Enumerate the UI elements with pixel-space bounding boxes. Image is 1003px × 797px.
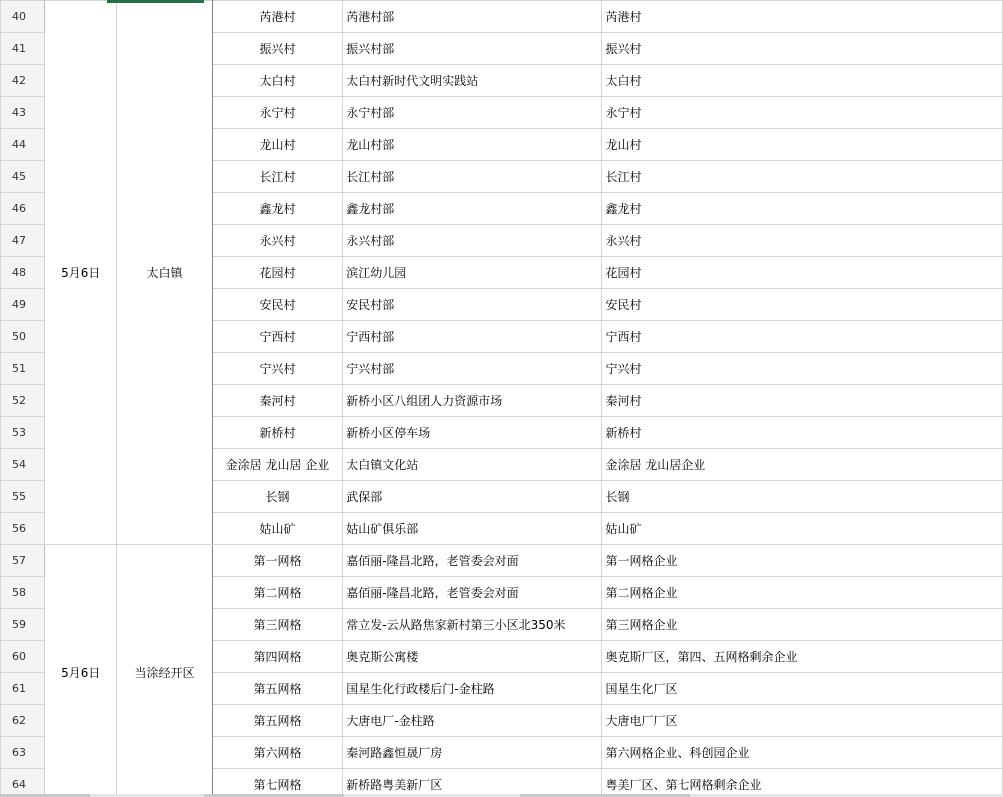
row-number-header[interactable]: 54	[1, 449, 45, 481]
village-cell[interactable]: 第一网格	[212, 545, 343, 577]
location-cell[interactable]: 太白村新时代文明实践站	[343, 65, 602, 97]
town-cell[interactable]: 太白镇	[117, 1, 212, 545]
row-number-header[interactable]: 63	[1, 737, 45, 769]
location-cell[interactable]: 安民村部	[343, 289, 602, 321]
row-number-header[interactable]: 51	[1, 353, 45, 385]
location-cell[interactable]: 嘉佰丽-隆昌北路，老管委会对面	[343, 577, 602, 609]
village-cell[interactable]: 第七网格	[212, 769, 343, 797]
row-number-header[interactable]: 40	[1, 1, 45, 33]
service-area-cell[interactable]: 新桥村	[602, 417, 1003, 449]
village-cell[interactable]: 第四网格	[212, 641, 343, 673]
service-area-cell[interactable]: 金涂居 龙山居企业	[602, 449, 1003, 481]
location-cell[interactable]: 新桥小区停车场	[343, 417, 602, 449]
location-cell[interactable]: 新桥小区八组团人力资源市场	[343, 385, 602, 417]
service-area-cell[interactable]: 第三网格企业	[602, 609, 1003, 641]
table-row	[1, 545, 1003, 577]
service-area-cell[interactable]: 粤美厂区、第七网格剩余企业	[602, 769, 1003, 797]
village-cell[interactable]: 鑫龙村	[212, 193, 343, 225]
row-number-header[interactable]: 55	[1, 481, 45, 513]
row-number-header[interactable]: 64	[1, 769, 45, 797]
location-cell[interactable]: 龙山村部	[343, 129, 602, 161]
date-cell[interactable]: 5月6日	[45, 545, 117, 797]
row-number-header[interactable]: 53	[1, 417, 45, 449]
location-cell[interactable]: 大唐电厂-金柱路	[343, 705, 602, 737]
service-area-cell[interactable]: 龙山村	[602, 129, 1003, 161]
location-cell[interactable]: 永兴村部	[343, 225, 602, 257]
service-area-cell[interactable]: 第六网格企业、科创园企业	[602, 737, 1003, 769]
service-area-cell[interactable]: 永兴村	[602, 225, 1003, 257]
row-number-header[interactable]: 43	[1, 97, 45, 129]
village-cell[interactable]: 长钢	[212, 481, 343, 513]
village-cell[interactable]: 第二网格	[212, 577, 343, 609]
service-area-cell[interactable]: 安民村	[602, 289, 1003, 321]
village-cell[interactable]: 振兴村	[212, 33, 343, 65]
row-number-header[interactable]: 48	[1, 257, 45, 289]
location-cell[interactable]: 宁西村部	[343, 321, 602, 353]
location-cell[interactable]: 宁兴村部	[343, 353, 602, 385]
row-number-header[interactable]: 61	[1, 673, 45, 705]
village-cell[interactable]: 金涂居 龙山居 企业	[212, 449, 343, 481]
service-area-cell[interactable]: 第一网格企业	[602, 545, 1003, 577]
service-area-cell[interactable]: 长江村	[602, 161, 1003, 193]
row-number-header[interactable]: 42	[1, 65, 45, 97]
row-number-header[interactable]: 57	[1, 545, 45, 577]
town-cell[interactable]: 当涂经开区	[117, 545, 212, 797]
village-cell[interactable]: 安民村	[212, 289, 343, 321]
location-cell[interactable]: 振兴村部	[343, 33, 602, 65]
village-cell[interactable]: 永兴村	[212, 225, 343, 257]
village-cell[interactable]: 第五网格	[212, 673, 343, 705]
location-cell[interactable]: 滨江幼儿园	[343, 257, 602, 289]
location-cell[interactable]: 新桥路粤美新厂区	[343, 769, 602, 797]
service-area-cell[interactable]: 秦河村	[602, 385, 1003, 417]
service-area-cell[interactable]: 长钢	[602, 481, 1003, 513]
location-cell[interactable]: 长江村部	[343, 161, 602, 193]
village-cell[interactable]: 姑山矿	[212, 513, 343, 545]
location-cell[interactable]: 芮港村部	[343, 1, 602, 33]
location-cell[interactable]: 永宁村部	[343, 97, 602, 129]
service-area-cell[interactable]: 第二网格企业	[602, 577, 1003, 609]
row-number-header[interactable]: 44	[1, 129, 45, 161]
service-area-cell[interactable]: 宁兴村	[602, 353, 1003, 385]
row-number-header[interactable]: 49	[1, 289, 45, 321]
village-cell[interactable]: 第五网格	[212, 705, 343, 737]
location-cell[interactable]: 奥克斯公寓楼	[343, 641, 602, 673]
village-cell[interactable]: 太白村	[212, 65, 343, 97]
service-area-cell[interactable]: 鑫龙村	[602, 193, 1003, 225]
location-cell[interactable]: 武保部	[343, 481, 602, 513]
village-cell[interactable]: 宁兴村	[212, 353, 343, 385]
active-cell-indicator	[107, 0, 204, 3]
service-area-cell[interactable]: 芮港村	[602, 1, 1003, 33]
location-cell[interactable]: 国星生化行政楼后门-金柱路	[343, 673, 602, 705]
village-cell[interactable]: 龙山村	[212, 129, 343, 161]
service-area-cell[interactable]: 振兴村	[602, 33, 1003, 65]
service-area-cell[interactable]: 永宁村	[602, 97, 1003, 129]
location-cell[interactable]: 嘉佰丽-隆昌北路，老管委会对面	[343, 545, 602, 577]
service-area-cell[interactable]: 奥克斯厂区，第四、五网格剩余企业	[602, 641, 1003, 673]
row-number-header[interactable]: 58	[1, 577, 45, 609]
row-number-header[interactable]: 50	[1, 321, 45, 353]
row-number-header[interactable]: 56	[1, 513, 45, 545]
service-area-cell[interactable]: 国星生化厂区	[602, 673, 1003, 705]
service-area-cell[interactable]: 姑山矿	[602, 513, 1003, 545]
village-cell[interactable]: 宁西村	[212, 321, 343, 353]
location-cell[interactable]: 秦河路鑫恒晟厂房	[343, 737, 602, 769]
village-cell[interactable]: 永宁村	[212, 97, 343, 129]
village-cell[interactable]: 花园村	[212, 257, 343, 289]
row-number-header[interactable]: 46	[1, 193, 45, 225]
village-cell[interactable]: 第六网格	[212, 737, 343, 769]
row-number-header[interactable]: 45	[1, 161, 45, 193]
village-cell[interactable]: 秦河村	[212, 385, 343, 417]
row-number-header[interactable]: 59	[1, 609, 45, 641]
village-cell[interactable]: 新桥村	[212, 417, 343, 449]
date-cell[interactable]: 5月6日	[45, 1, 117, 545]
row-number-header[interactable]: 62	[1, 705, 45, 737]
service-area-cell[interactable]: 花园村	[602, 257, 1003, 289]
row-number-header[interactable]: 47	[1, 225, 45, 257]
village-cell[interactable]: 第三网格	[212, 609, 343, 641]
service-area-cell[interactable]: 宁西村	[602, 321, 1003, 353]
location-cell[interactable]: 鑫龙村部	[343, 193, 602, 225]
village-cell[interactable]: 长江村	[212, 161, 343, 193]
location-cell[interactable]: 常立发-云从路焦家新村第三小区北350米	[343, 609, 602, 641]
location-cell[interactable]: 太白镇文化站	[343, 449, 602, 481]
service-area-cell[interactable]: 大唐电厂厂区	[602, 705, 1003, 737]
table-row	[1, 1, 1003, 33]
row-number-header[interactable]: 60	[1, 641, 45, 673]
row-number-header[interactable]: 41	[1, 33, 45, 65]
location-cell[interactable]: 姑山矿俱乐部	[343, 513, 602, 545]
row-number-header[interactable]: 52	[1, 385, 45, 417]
village-cell[interactable]: 芮港村	[212, 1, 343, 33]
service-area-cell[interactable]: 太白村	[602, 65, 1003, 97]
